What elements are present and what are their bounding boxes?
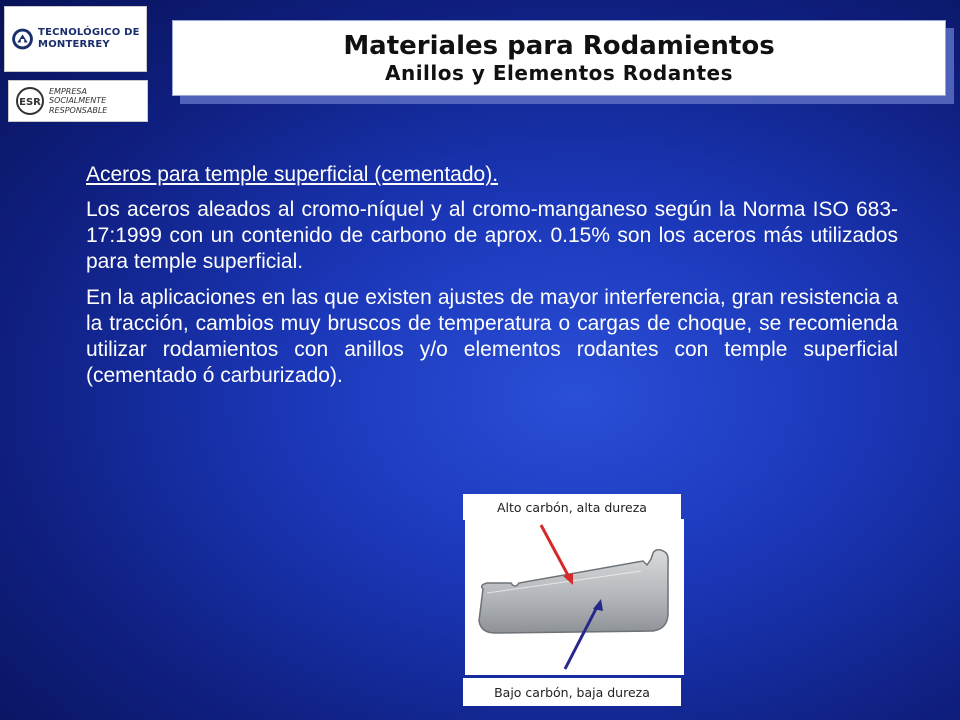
esr-badge-icon bbox=[15, 86, 45, 116]
tec-seal-icon bbox=[11, 19, 34, 59]
bearing-ring-cross-section-image bbox=[465, 519, 684, 675]
esr-line-1: EMPRESA bbox=[49, 86, 87, 96]
section-heading: Aceros para temple superficial (cementado). bbox=[86, 163, 499, 186]
ring-profile-shape bbox=[479, 550, 668, 633]
high-carbon-arrow bbox=[541, 525, 570, 579]
bearing-section-drawing bbox=[465, 519, 684, 675]
high-carbon-label: Alto carbón, alta dureza bbox=[463, 494, 681, 520]
title-box bbox=[172, 20, 946, 96]
page-title: Materiales para Rodamientos bbox=[343, 31, 775, 61]
low-carbon-label: Bajo carbón, baja dureza bbox=[463, 678, 681, 706]
paragraph-2: En la aplicaciones en las que existen ajustes de mayor interferencia, gran resistencia a la tracción, cambios muy bruscos de temperatura o cargas de choque, se recomienda utilizar rodamientos con anillos y/o elementos rodantes con temple superficial (cementado ó carburizado). bbox=[86, 286, 898, 387]
esr-line-2: SOCIALMENTE bbox=[49, 96, 107, 106]
page-subtitle: Anillos y Elementos Rodantes bbox=[384, 61, 733, 85]
tec-logo-text: TECNOLÓGICO DE MONTERREY bbox=[38, 27, 140, 50]
esr-logo-text bbox=[49, 87, 107, 116]
esr-badge-text: ESR bbox=[19, 97, 41, 108]
paragraph-1: Los aceros aleados al cromo-níquel y al cromo-manganeso según la Norma ISO 683-17:1999 con un contenido de carbono de aprox. 0.15% son los aceros más utilizados para temple superficial. bbox=[86, 198, 898, 273]
tec-de-monterrey-logo bbox=[4, 6, 147, 72]
slide-content bbox=[86, 162, 898, 399]
esr-line-3: RESPONSABLE bbox=[49, 105, 108, 115]
esr-logo bbox=[8, 80, 148, 122]
